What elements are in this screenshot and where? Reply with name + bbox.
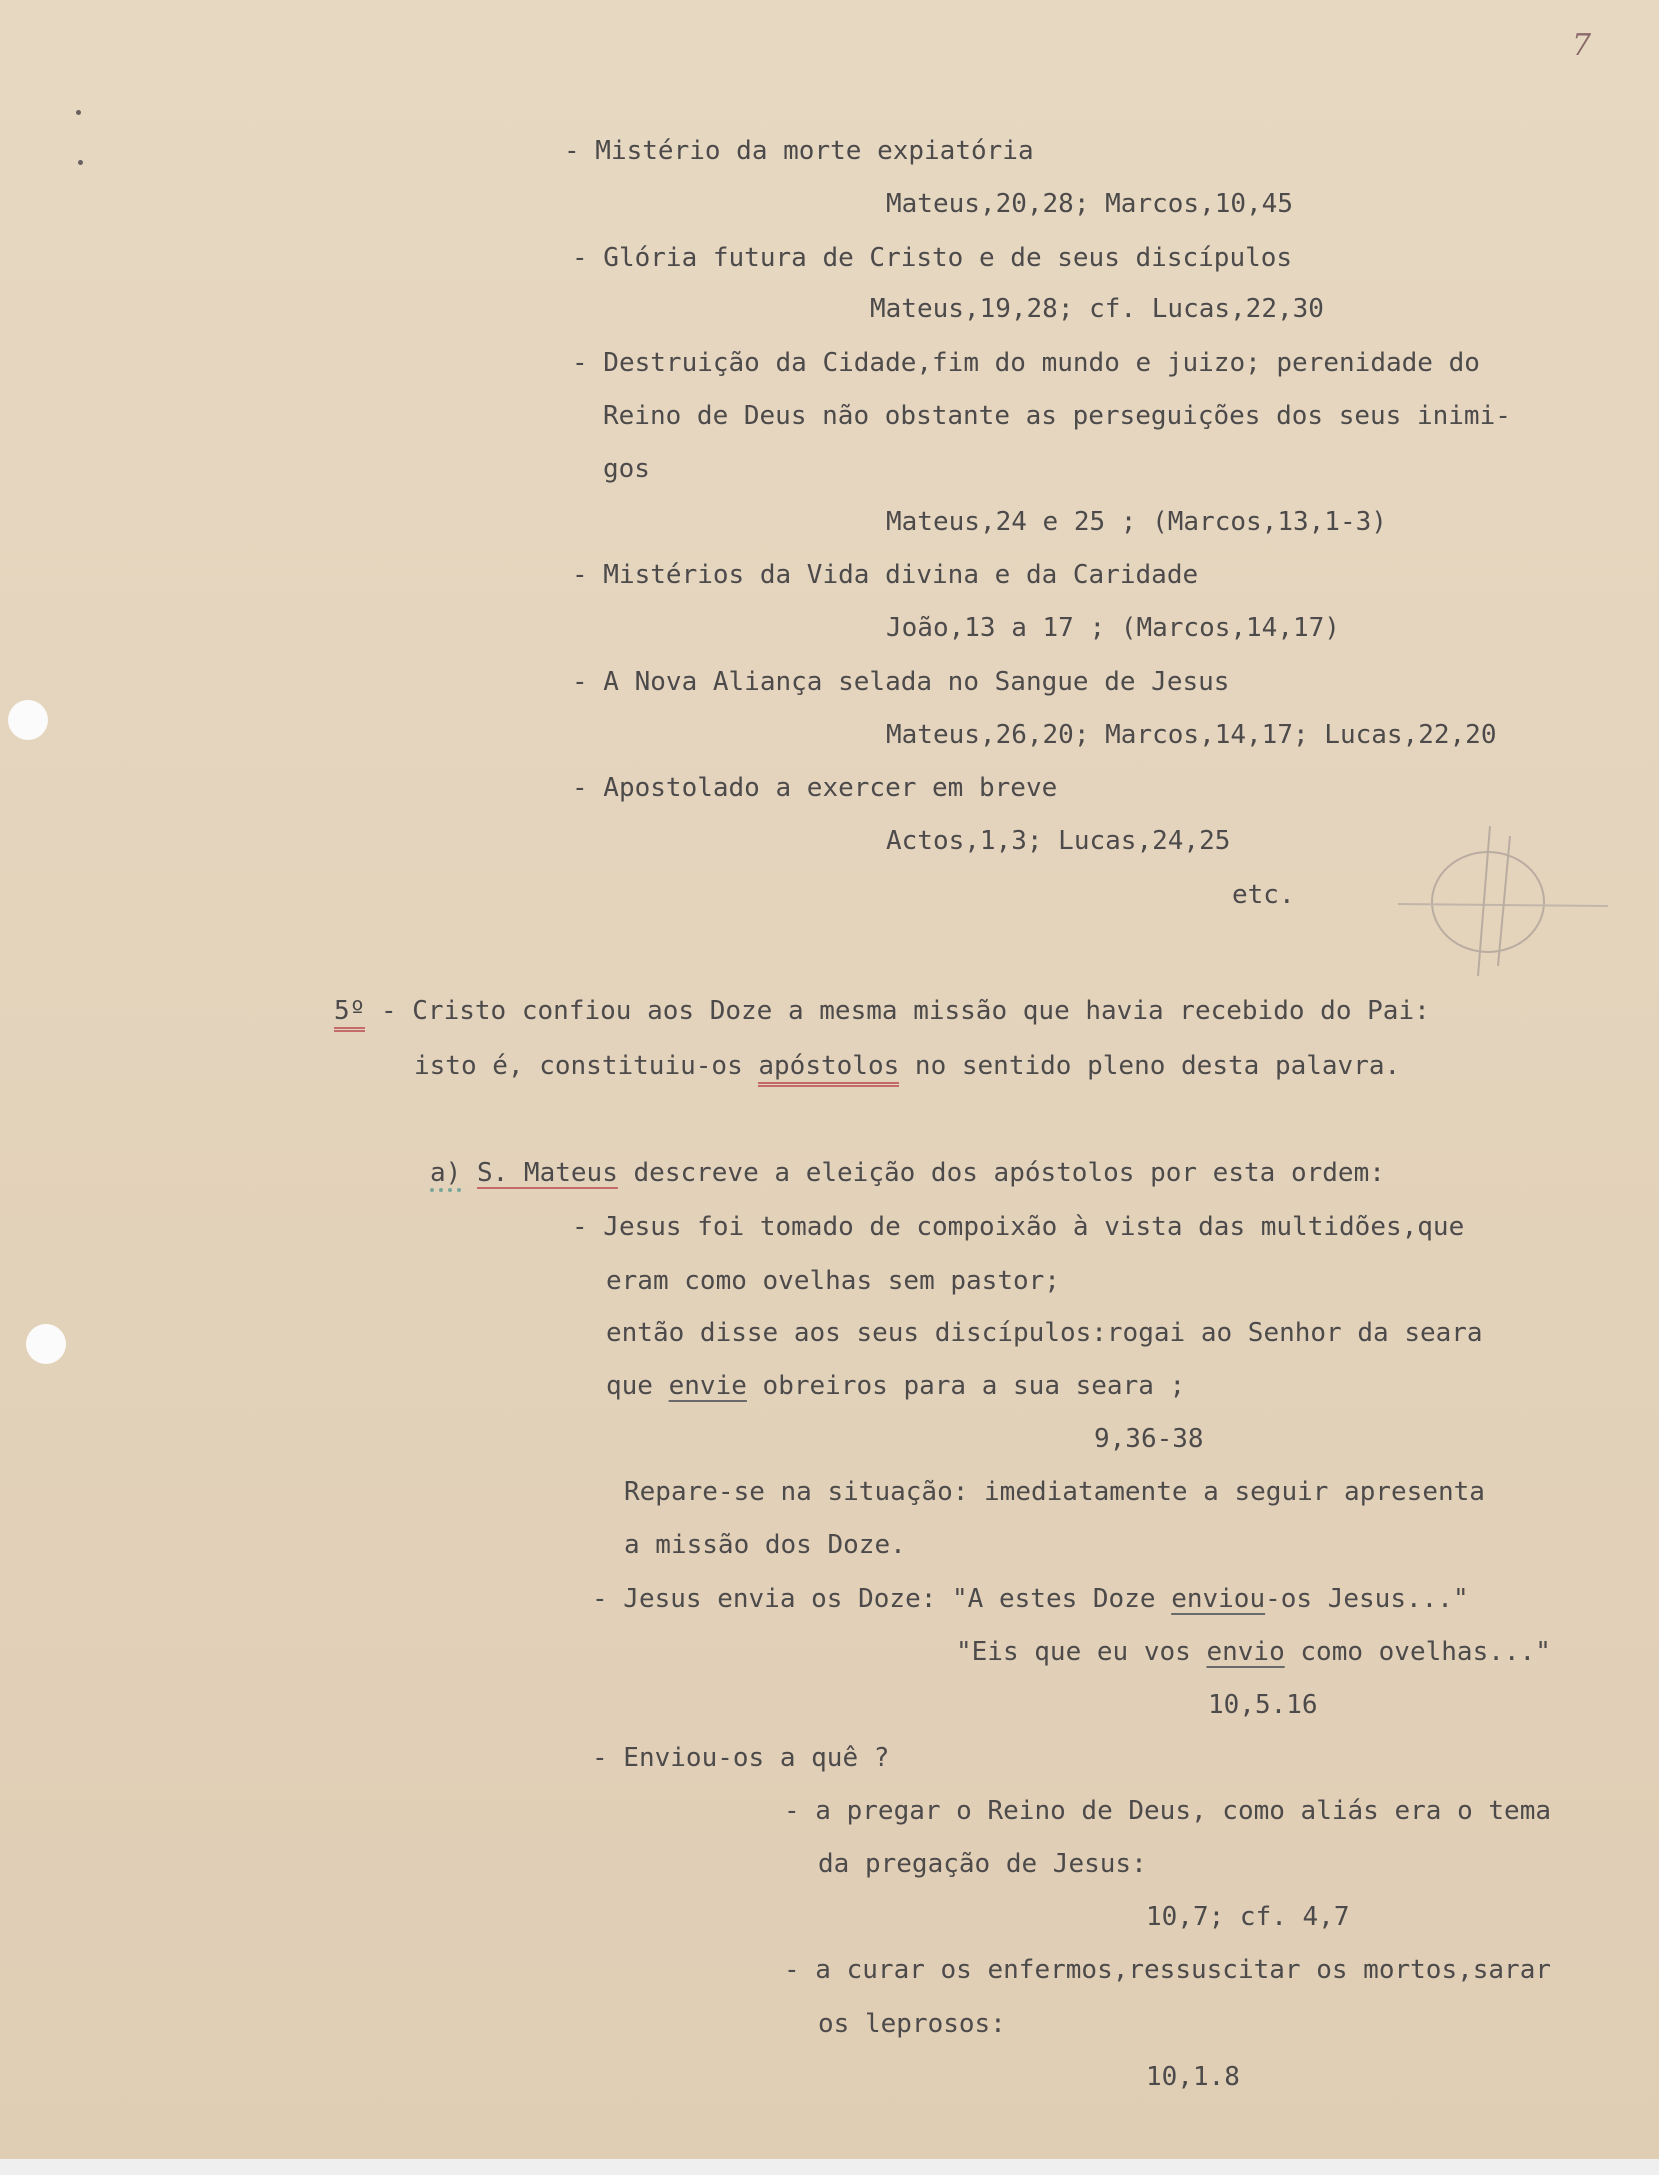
- topic-line: - Destruição da Cidade,fim do mundo e juizo; perenidade do: [572, 348, 1480, 378]
- reference-line: etc.: [1232, 880, 1295, 910]
- archive-stamp: [1398, 826, 1618, 976]
- body-line: eram como ovelhas sem pastor;: [606, 1266, 1060, 1296]
- topic-line: - Mistérios da Vida divina e da Caridade: [572, 560, 1199, 590]
- punch-hole-upper: [8, 700, 48, 740]
- reference-line: Mateus,26,20; Marcos,14,17; Lucas,22,20: [886, 720, 1497, 750]
- body-line: - a pregar o Reino de Deus, como aliás era o tema: [784, 1796, 1552, 1826]
- punch-hole-lower: [26, 1324, 66, 1364]
- body-line: então disse aos seus discípulos:rogai ao Senhor da seara: [606, 1318, 1483, 1348]
- reference-line: 10,5.16: [1208, 1690, 1318, 1720]
- page-number: 7: [1572, 28, 1592, 63]
- text-span: que: [606, 1371, 669, 1401]
- text-span: - Jesus envia os Doze: "A estes Doze: [592, 1584, 1172, 1614]
- text-span: como ovelhas...": [1284, 1637, 1551, 1667]
- underlined-name: S. Mateus: [476, 1158, 618, 1188]
- reference-line: 10,1.8: [1146, 2062, 1240, 2092]
- body-line: os leprosos:: [818, 2009, 1006, 2039]
- section-number: 5º: [334, 996, 365, 1032]
- body-line: da pregação de Jesus:: [818, 1849, 1147, 1879]
- body-line: [592, 1582, 1469, 1616]
- ink-speck: [76, 110, 81, 115]
- body-line: - a curar os enfermos,ressuscitar os mortos,sarar: [784, 1955, 1552, 1985]
- underlined-word: envio: [1206, 1637, 1285, 1667]
- reference-line: Mateus,20,28; Marcos,10,45: [886, 189, 1293, 219]
- body-line: - Enviou-os a quê ?: [592, 1743, 890, 1773]
- body-line: [956, 1635, 1551, 1669]
- topic-line: Reino de Deus não obstante as perseguições dos seus inimi-: [603, 401, 1511, 431]
- topic-line: - A Nova Aliança selada no Sangue de Jesus: [572, 667, 1230, 697]
- scan-bottom-edge: [0, 2159, 1659, 2175]
- ink-speck: [78, 160, 83, 165]
- underlined-word: apóstolos: [758, 1051, 899, 1087]
- subsection-heading: [430, 1156, 1385, 1190]
- underlined-word: enviou: [1171, 1584, 1266, 1614]
- text-span: isto é, constituiu-os: [414, 1051, 759, 1081]
- topic-line: - Mistério da morte expiatória: [564, 136, 1034, 166]
- body-line: [606, 1369, 1185, 1403]
- text-span: "Eis que eu vos: [956, 1637, 1207, 1667]
- section-text-line: [414, 1049, 1400, 1083]
- text-span: -os Jesus...": [1265, 1584, 1469, 1614]
- text-span: obreiros para a sua seara ;: [746, 1371, 1186, 1401]
- reference-line: Mateus,24 e 25 ; (Marcos,13,1-3): [886, 507, 1387, 537]
- topic-line: - Apostolado a exercer em breve: [572, 773, 1058, 803]
- section-dash: -: [365, 996, 413, 1026]
- topic-line: - Glória futura de Cristo e de seus discípulos: [572, 243, 1293, 273]
- reference-line: Actos,1,3; Lucas,24,25: [886, 826, 1231, 856]
- reference-line: Mateus,19,28; cf. Lucas,22,30: [870, 294, 1324, 324]
- reference-line: 10,7; cf. 4,7: [1146, 1902, 1350, 1932]
- section-heading: [334, 994, 1430, 1028]
- section-text: Cristo confiou aos Doze a mesma missão que havia recebido do Pai:: [412, 996, 1430, 1026]
- body-line: Repare-se na situação: imediatamente a seguir apresenta: [624, 1477, 1485, 1507]
- text-span: no sentido pleno desta palavra.: [899, 1051, 1401, 1081]
- body-line: a missão dos Doze.: [624, 1530, 906, 1560]
- topic-line: gos: [603, 454, 650, 484]
- text-span: descreve a eleição dos apóstolos por esta ordem:: [617, 1158, 1385, 1188]
- underlined-word: envie: [668, 1371, 747, 1401]
- reference-line: 9,36-38: [1094, 1424, 1204, 1454]
- subsection-label: a): [430, 1158, 461, 1192]
- reference-line: João,13 a 17 ; (Marcos,14,17): [886, 613, 1340, 643]
- body-line: - Jesus foi tomado de compoixão à vista das multidões,que: [572, 1212, 1465, 1242]
